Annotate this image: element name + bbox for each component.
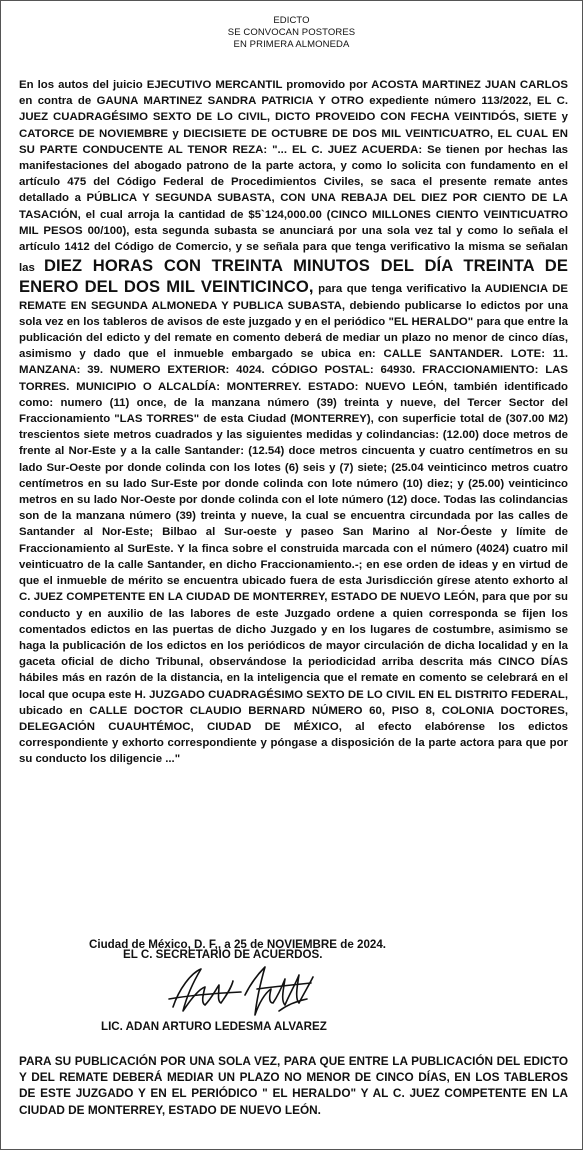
date-line: Ciudad de México, D. F,, a 25 de NOVIEMBRE de 2024. <box>89 938 387 951</box>
publication-note: PARA SU PUBLICACIÓN POR UNA SOLA VEZ, PARA QUE ENTRE LA PUBLICACIÓN DEL EDICTO Y DEL REMATE DEBERÁ MEDIAR UN PLAZO NO MENOR DE CINCO DÍAS, EN LOS TABLEROS DE ESTE JUZGADO Y EN EL PERIÓDICO " EL HERALDO" Y AL C. JUEZ COMPETENTE EN LA CIUDAD DE MONTERREY, ESTADO DE NUEVO LEÓN. <box>19 1054 568 1117</box>
edict-body <box>19 77 568 768</box>
body-text-part2: para que tenga verificativo la AUDIENCIA DE REMATE EN SEGUNDA ALMONEDA Y PUBLICA SUBASTA, debiendo publicarse lo edictos por una sola vez en los tableros de avisos de este juzgado y en el periódico "EL HERALDO" para que entre la publicación del edicto y del remate en comento deberá de mediar un plazo no menor de cinco días, asimismo y dado que el inmueble embargado se ubica en: CALLE SANTANDER. LOTE: 11. MANZANA: 39. NUMERO EXTERIOR: 4024. CÓDIGO POSTAL: 64930. FRACCIONAMIENTO: LAS TORRES. MUNICIPIO O ALCALDÍA: MONTERREY. ESTADO: NUEVO LEÓN, también identificado como: numero (11) once, de la manzana número (39) treinta y nueve, del Tercer Sector del Fraccionamiento "LAS TORRES" de esta Ciudad (MONTERREY), con superficie total de (307.00 M2) trescientos siete metros cuadrados y las siguientes medidas y colindancias: (12.00) doce metros de frente al Nor-Este y a la calle Santander: (12.54) doce metros cincuenta y cuatro centímetros en su lado Sur-Oeste por donde colinda con los lotes (6) seis y (7) siete; (25.04 veinticinco metros cuatro centímetros en su lado Sur-Este por donde colinda con lote número (10) diez; y (25.00) veinticinco metros en su lado Nor-Oeste por donde colinda con el lote número (12) doce. Todas las colindancias son de la manzana número (39) treinta y nueve, la cual se encuentra circundada por las calles de Santander al Nor-Este; Bilbao al Sur-oeste y paseo San Marino al Nor-Óeste y límite de Fraccionamiento al SurEste. Y la finca sobre el construida marcada con el número (4024) cuatro mil veinticuatro de la calle Santander, en dicho Fraccionamiento.-; en ese orden de ideas y en virtud de que el inmueble de mérito se encuentra ubicado fuera de esta Jurisdicción gírese atento exhorto al C. JUEZ COMPETENTE EN LA CIUDAD DE MONTERREY, ESTADO DE NUEVO LEÓN, para que por su conducto y en auxilio de las labores de este Juzgado ordene a quien corresponda se fijen los comentados edictos en las puertas de dicho Juzgado y en los lugares de costumbre, asimismo se haga la publicación de los edictos en los periódicos de mayor circulación de dicha localidad y en la gaceta oficial de dicho Tribunal, observándose la periodicidad arriba descrita más CINCO DÍAS hábiles más en razón de la distancia, en la inteligencia que el remate en comento se celebrará en el local que ocupa este H. JUZGADO CUADRAGÉSIMO SEXTO DE LO CIVIL EN EL DISTRITO FEDERAL, ubicado en CALLE DOCTOR CLAUDIO BERNARD NÚMERO 60, PISO 8, COLONIA DOCTORES, DELEGACIÓN CUAUHTÉMOC, CIUDAD DE MÉXICO, al efecto elabórense los edictos correspondiente y exhorto correspondiente y póngase a disposición de la parte actora para que por su conducto los diligencie ..." <box>19 283 568 766</box>
secretary-title: EL C. SECRETARIO DE ACUERDOS. <box>123 948 323 961</box>
hearing-datetime: DIEZ HORAS CON TREINTA MINUTOS DEL DÍA TREINTA DE ENERO DEL DOS MIL VEINTICINCO, <box>19 256 568 297</box>
secretary-name: LIC. ADAN ARTURO LEDESMA ALVAREZ <box>101 1020 327 1033</box>
header-subtitle: SE CONVOCAN POSTORES <box>227 27 356 38</box>
header-title: EDICTO <box>273 15 310 26</box>
signature-icon <box>161 959 331 1021</box>
body-paragraph <box>19 77 568 768</box>
header-subtitle-2: EN PRIMERA ALMONEDA <box>233 39 350 50</box>
body-text-part1: En los autos del juicio EJECUTIVO MERCANTIL promovido por ACOSTA MARTINEZ JUAN CARLOS en contra de GAUNA MARTINEZ SANDRA PATRICIA Y OTRO expediente número 113/2022, EL C. JUEZ CUADRAGÉSIMO SEXTO DE LO CIVIL, DICTO PROVEIDO CON FECHA VEINTIDÓS, SIETE y CATORCE DE NOVIEMBRE y DIECISIETE DE OCTUBRE DE DOS MIL VEINTICUATRO, EL CUAL EN SU PARTE CONDUCENTE AL TENOR REZA: "... EL C. JUEZ ACUERDA: Se tienen por hechas las manifestaciones del abogado patrono de la parte actora, y como lo solicita con fundamento en el artículo 475 del Código Federal de Procedimientos Civiles, se saca el presente remate antes detallado a PÚBLICA Y SEGUNDA SUBASTA, CON UNA REBAJA DEL DIEZ POR CIENTO DE LA TASACIÓN, el cual arroja la cantidad de $5`124,000.00 (CINCO MILLONES CIENTO VEINTICUATRO MIL PESOS 00/100), esta segunda subasta se anunciará por una sola vez tal y como lo señala el artículo 1412 del Código de Comercio, y se señala para que tenga verificativo la misma se señalan las <box>19 79 568 275</box>
edict-header <box>1 1 582 51</box>
